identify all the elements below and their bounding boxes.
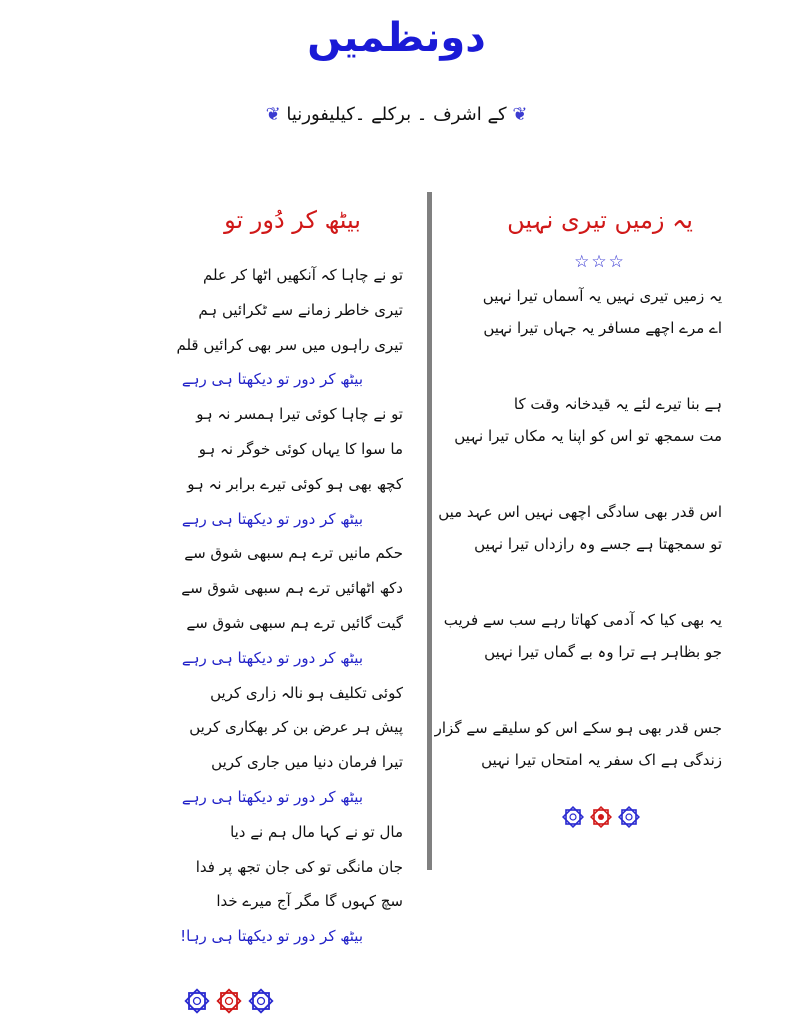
- poem-line: جو بظاہر ہے ترا وہ بے گماں تیرا نہیں: [484, 643, 722, 661]
- poem-line: دکھ اٹھائیں ترے ہم سبھی شوق سے: [181, 579, 403, 598]
- star-icons: ☆☆☆: [574, 252, 626, 272]
- poem-line: یہ زمیں تیری نہیں یہ آسماں تیرا نہیں: [482, 287, 722, 305]
- flower-ornament-icon: [184, 988, 210, 1014]
- poem-line: گیت گائیں ترے ہم سبھی شوق سے: [186, 613, 403, 632]
- column-divider: [427, 192, 432, 870]
- left-ornament-icon: ❦: [265, 104, 281, 125]
- poem-line: یہ بھی کیا کہ آدمی کھاتا رہے سب سے فریب: [443, 611, 722, 629]
- poem-line: تیری راہوں میں سر بھی کرائیں قلم: [176, 335, 403, 354]
- byline-text: کے اشرف ۔ برکلے ۔کیلیفورنیا: [286, 104, 507, 125]
- document-title: دونظمیں: [307, 15, 486, 61]
- right-poem-stanzas: [434, 280, 750, 776]
- poem-line: زندگی ہے اک سفر یہ امتحاں تیرا نہیں: [481, 751, 722, 769]
- poem-line: مت سمجھ تو اس کو اپنا یہ مکاں تیرا نہیں: [454, 427, 722, 445]
- poem-line: اس قدر بھی سادگی اچھی نہیں اس عہد میں: [438, 503, 722, 521]
- left-poem: [170, 190, 415, 954]
- refrain-line: بیٹھ کر دور تو دیکھتا ہی رہے: [181, 648, 363, 667]
- right-ornament-icon: ❦: [512, 104, 528, 125]
- poem-line: تیری خاطر زمانے سے ٹکرائیں ہم: [198, 300, 403, 319]
- flower-ornament-icon: [590, 806, 612, 828]
- flower-ornament-icon: [216, 988, 242, 1014]
- poem-line: اے مرے اچھے مسافر یہ جہاں تیرا نہیں: [483, 319, 722, 337]
- poem-line: کوئی تکلیف ہو نالہ زاری کریں: [210, 683, 403, 702]
- flower-ornament-icon: [562, 806, 584, 828]
- author-byline: [0, 95, 793, 135]
- poem-line: مال تو نے کہا مال ہم نے دیا: [230, 822, 403, 841]
- refrain-line: بیٹھ کر دور تو دیکھتا ہی رہا!: [180, 927, 363, 946]
- poem-line: تو سمجھتا ہے جسے وہ رازداں تیرا نہیں: [474, 535, 722, 553]
- refrain-line: بیٹھ کر دور تو دیکھتا ہی رہے: [181, 509, 363, 528]
- refrain-line: بیٹھ کر دور تو دیکھتا ہی رہے: [181, 787, 363, 806]
- refrain-line: بیٹھ کر دور تو دیکھتا ہی رہے: [181, 370, 363, 389]
- poem-line: کچھ بھی ہو کوئی تیرے برابر نہ ہو: [187, 474, 403, 493]
- right-ornament-row: [562, 806, 640, 828]
- poem-line: تو نے چاہا کہ آنکھیں اٹھا کر علم: [202, 266, 403, 284]
- left-poem-lines: [170, 258, 415, 954]
- right-poem-title: یہ زمیں تیری نہیں: [507, 206, 693, 234]
- poem-line: تو نے چاہا کوئی تیرا ہمسر نہ ہو: [196, 405, 403, 424]
- flower-ornament-icon: [248, 988, 274, 1014]
- poem-line: حکم مانیں ترے ہم سبھی شوق سے: [184, 544, 403, 563]
- left-poem-title: بیٹھ کر دُور تو: [224, 206, 361, 234]
- right-poem: [434, 190, 750, 776]
- flower-ornament-icon: [618, 806, 640, 828]
- poem-line: تیرا فرمان دنیا میں جاری کریں: [211, 753, 403, 772]
- poem-line: پیش ہر عرض بن کر بھکاری کریں: [189, 718, 403, 737]
- poem-line: ما سوا کا یہاں کوئی خوگر نہ ہو: [198, 439, 403, 458]
- poem-line: سچ کہوں گا مگر آج میرے خدا: [216, 892, 403, 911]
- left-ornament-row: [184, 988, 274, 1014]
- poem-line: ہے بنا تیرے لئے یہ قیدخانہ وقت کا: [513, 395, 722, 413]
- poem-line: جان مانگی تو کی جان تجھ پر فدا: [195, 857, 403, 876]
- poem-line: جس قدر بھی ہو سکے اس کو سلیقے سے گزار: [434, 719, 722, 737]
